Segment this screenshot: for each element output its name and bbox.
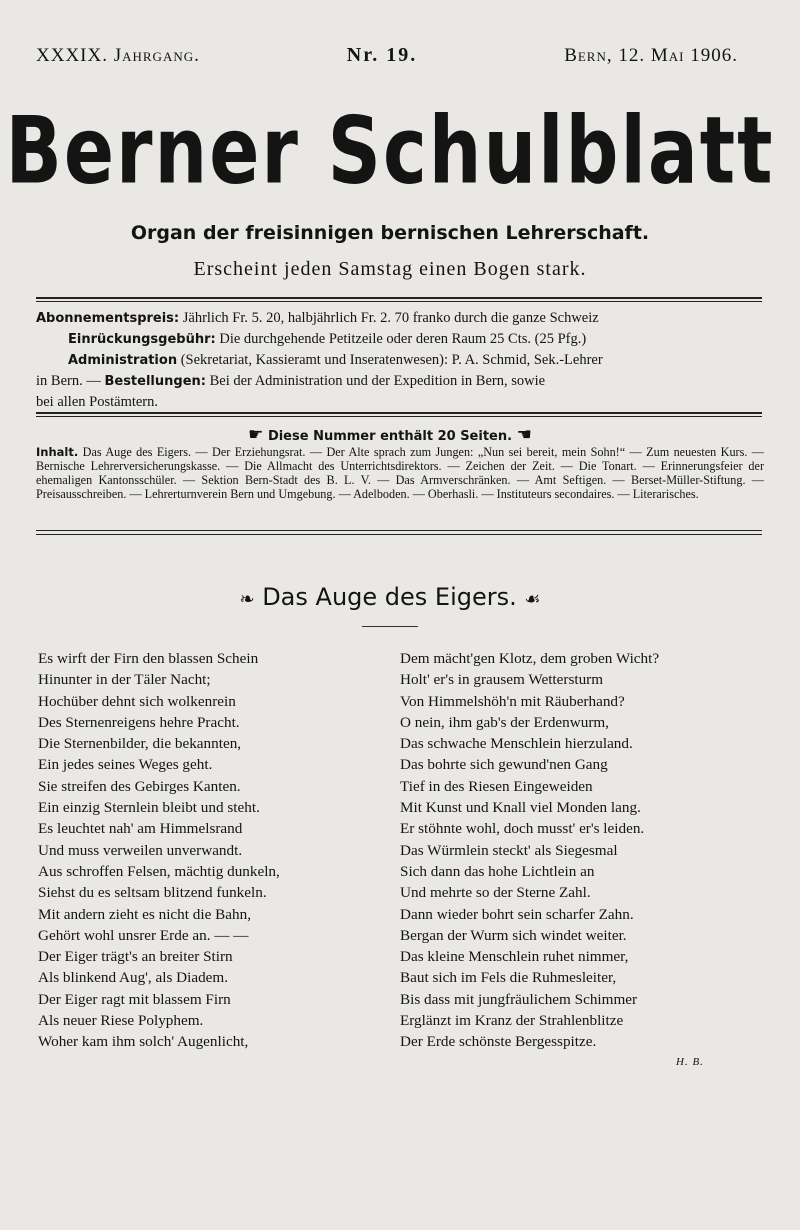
poem-line: Sie streifen des Gebirges Kanten.: [38, 777, 241, 795]
poem-line: Hinunter in der Täler Nacht;: [38, 671, 211, 689]
poem-line: Tief in des Riesen Eingeweiden: [400, 777, 593, 795]
poem-left-column: [38, 648, 378, 1053]
poem-line: Von Himmelshöh'n mit Räuberhand?: [400, 692, 625, 710]
poem-line: Bergan der Wurm sich windet weiter.: [400, 926, 627, 944]
poem-right-column: [400, 648, 745, 1053]
poem-line: Die Sternenbilder, die bekannten,: [38, 735, 242, 753]
subscription-price: Abonnementspreis: Jährlich Fr. 5. 20, halbjährlich Fr. 2. 70 franko durch die ganze Schweiz: [36, 310, 599, 326]
table-of-contents: Inhalt. Das Auge des Eigers. — Der Erziehungsrat. — Der Alte sprach zum Jungen: „Nun sei bereit, mein Sohn!“ — Zum neuesten Kurs. — Bernische Lehrerversicherungskasse. — Die Allmacht des Unterrichtsdirektors. — Zeichen der Zeit. — Die Tonart. — Erinnerungsfeier der ehemaligen Kantonsschüler. — Sektion Bern-Stadt des B. L. V. — Das Armverschränken. — Amt Seftigen. — Berset-Müller-Stiftung. — Preisausschreiben. — Lehrerturnverein Bern und Umgebung. — Adelboden. — Oberhasli. — Instituteurs secondaires. — Literarisches.: [36, 445, 764, 501]
poem-line: Baut sich im Fels die Ruhmesleiter,: [400, 969, 617, 987]
ornament-left-icon: ❧: [239, 589, 255, 610]
issue-header: [36, 44, 738, 67]
poem-line: Woher kam ihm solch' Augenlicht,: [38, 1033, 249, 1051]
poem-line: Das bohrte sich gewund'nen Gang: [400, 756, 608, 774]
subscription-info: [36, 308, 770, 413]
ornament-right-icon: ☙: [524, 589, 541, 610]
administration-info: Administration (Sekretariat, Kassieramt und Inseratenwesen): P. A. Schmid, Sek.-Lehrer: [68, 352, 603, 368]
poem-line: Das kleine Menschlein ruhet nimmer,: [400, 948, 629, 966]
poem-line: Es wirft der Firn den blassen Schein: [38, 650, 259, 667]
poem-line: Der Erde schönste Bergesspitze.: [400, 1033, 597, 1051]
orders-info: in Bern. — Bestellungen: Bei der Administration und der Expedition in Bern, sowie: [36, 373, 546, 389]
poem-line: Ein jedes seines Weges geht.: [38, 756, 213, 774]
poem-line: Dem mächt'gen Klotz, dem groben Wicht?: [400, 650, 660, 667]
divider: [36, 297, 762, 299]
divider: [36, 534, 762, 535]
poem-line: Mit andern zieht es nicht die Bahn,: [38, 905, 251, 923]
masthead-title: Berner Schulblatt: [5, 97, 775, 205]
author-signature: H. B.: [676, 1056, 704, 1068]
poem-line: Als neuer Riese Polyphem.: [38, 1012, 204, 1030]
divider: [36, 416, 762, 417]
poem-title: ❧ Das Auge des Eigers. ☙: [239, 583, 541, 611]
poem-line: Siehst du es seltsam blitzend funkeln.: [38, 884, 267, 902]
pointing-hand-left-icon: ☚: [516, 425, 532, 445]
place-date: Bern, 12. Mai 1906.: [564, 45, 738, 66]
poem-line: Hochüber dehnt sich wolkenrein: [38, 692, 236, 710]
divider: [36, 530, 762, 531]
insertion-fee: Einrückungsgebühr: Die durchgehende Petitzeile oder deren Raum 25 Cts. (25 Pfg.): [68, 331, 587, 347]
poem-line: Mit Kunst und Knall viel Monden lang.: [400, 799, 641, 817]
poem-line: Und mehrte so der Sterne Zahl.: [400, 884, 591, 902]
poem-line: Gehört wohl unsrer Erde an. — —: [38, 926, 249, 944]
divider: [36, 301, 762, 302]
poem-line: Sich dann das hohe Lichtlein an: [400, 862, 595, 880]
poem-line: Holt' er's in grausem Wettersturm: [400, 671, 604, 689]
poem-line: Er stöhnte wohl, doch musst' er's leiden.: [400, 820, 645, 838]
poem-line: Das Würmlein steckt' als Siegesmal: [400, 841, 618, 859]
poem-line: Als blinkend Aug', als Diadem.: [38, 969, 229, 987]
poem-line: Das schwache Menschlein hierzuland.: [400, 735, 633, 753]
page-count-note: ☛ Diese Nummer enthält 20 Seiten. ☚: [248, 425, 532, 445]
issue-number: Nr. 19.: [346, 44, 418, 66]
publication-frequency: Erscheint jeden Samstag einen Bogen stark.: [193, 258, 587, 280]
orders-info-cont: bei allen Postämtern.: [36, 394, 159, 410]
title-underline: [362, 626, 418, 627]
poem-line: Erglänzt im Kranz der Strahlenblitze: [400, 1012, 624, 1030]
poem-line: Bis dass mit jungfräulichem Schimmer: [400, 990, 638, 1008]
poem-line: Der Eiger ragt mit blassem Firn: [38, 990, 231, 1008]
volume-label: XXXIX. Jahrgang.: [36, 45, 200, 66]
pointing-hand-right-icon: ☛: [248, 425, 264, 445]
masthead-subtitle: Organ der freisinnigen bernischen Lehrerschaft.: [130, 222, 650, 244]
poem-line: Aus schroffen Felsen, mächtig dunkeln,: [38, 862, 280, 880]
poem-line: Der Eiger trägt's an breiter Stirn: [38, 948, 233, 966]
divider: [36, 412, 762, 414]
poem-line: Und muss verweilen unverwandt.: [38, 841, 243, 859]
poem-line: O nein, ihm gab's der Erdenwurm,: [400, 713, 609, 731]
poem-line: Ein einzig Sternlein bleibt und steht.: [38, 799, 260, 817]
poem-line: Des Sternenreigens hehre Pracht.: [38, 713, 240, 731]
poem-line: Dann wieder bohrt sein scharfer Zahn.: [400, 905, 634, 923]
poem-line: Es leuchtet nah' am Himmelsrand: [38, 820, 243, 838]
